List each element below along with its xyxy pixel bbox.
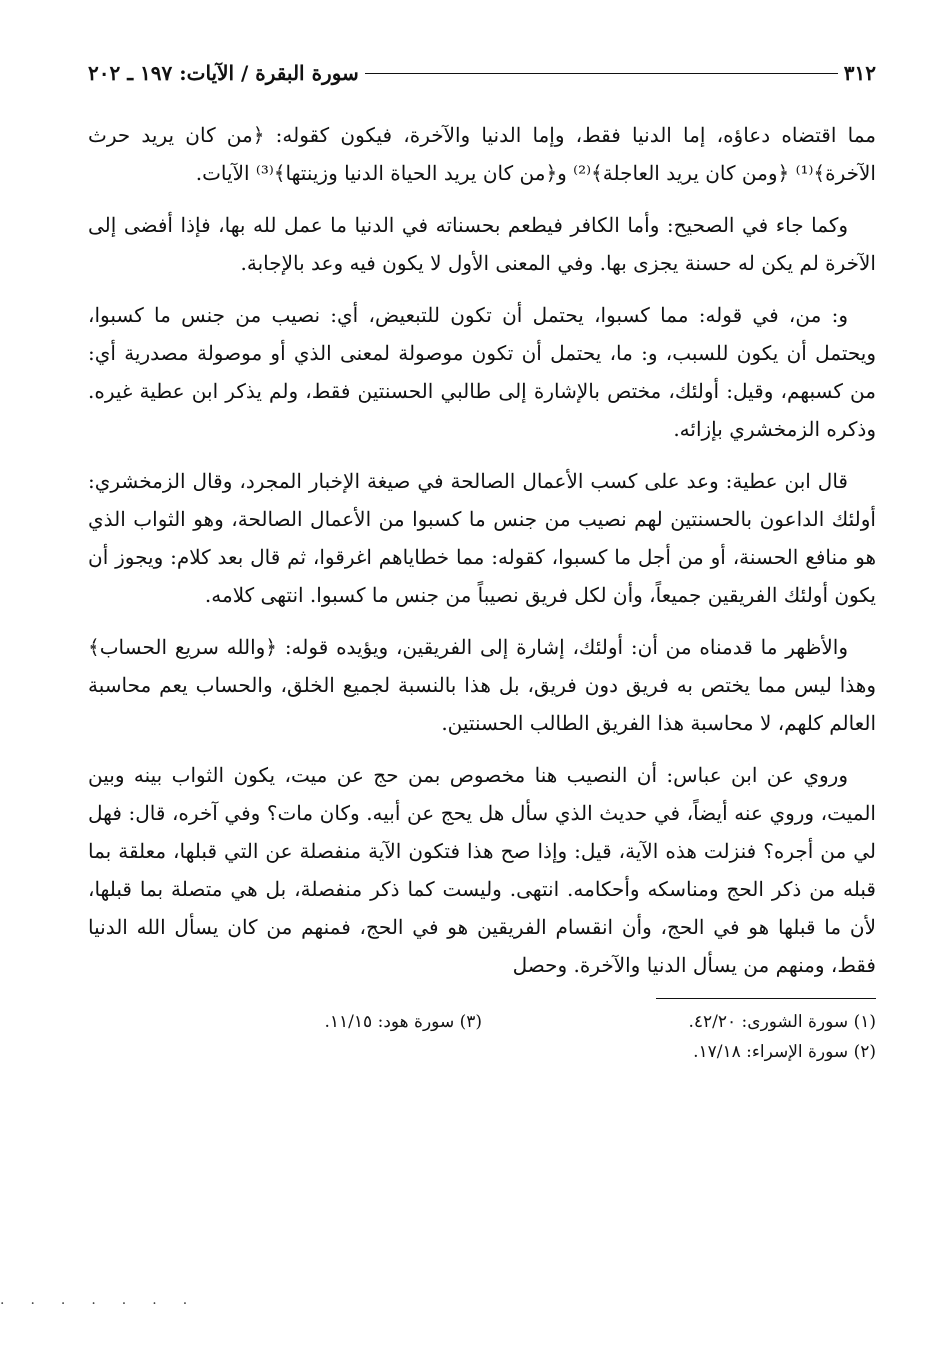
page-body <box>88 116 876 984</box>
footnotes <box>88 1007 876 1067</box>
page-header <box>88 56 876 90</box>
running-title: سورة البقرة / الآيات: ١٩٧ ـ ٢٠٢ <box>88 61 359 85</box>
footnote: (٢) سورة الإسراء: ١٧/١٨. <box>693 1042 876 1062</box>
paragraph: و: من، في قوله: مما كسبوا، يحتمل أن تكون للتبعيض، أي: نصيب من جنس ما كسبوا، ويحتمل أن يكون للسبب، و: ما، يحتمل أن تكون موصولة لمعنى الذي أو موصولة مصدرية أي: من كسبهم، وقيل: أولئك، مختص بالإشارة إلى طالبي الحسنتين فقط، ولم يذكر ابن عطية غيره. وذكره الزمخشري بإزائه. <box>88 303 876 441</box>
header-rule <box>365 73 838 74</box>
footnote-separator <box>656 998 876 999</box>
paragraph: والأظهر ما قدمناه من أن: أولئك، إشارة إلى الفريقين، ويؤيده قوله: ﴿والله سريع الحساب﴾ وهذا ليس مما يختص به فريق دون فريق، بل هذا بالنسبة لجميع الخلق، والحساب يعم محاسبة العالم كلهم، لا محاسبة هذا الفريق الطالب الحسنتين. <box>88 635 876 735</box>
page-number: ٣١٢ <box>843 61 876 85</box>
scan-dots: ······· <box>0 1296 214 1312</box>
footnote: (٣) سورة هود: ١١/١٥. <box>324 1012 482 1032</box>
paragraph: وكما جاء في الصحيح: وأما الكافر فيطعم بحسناته في الدنيا ما عمل لله بها، فإذا أفضى إلى الآخرة لم يكن له حسنة يجزى بها. وفي المعنى الأول لا يكون فيه وعد بالإجابة. <box>88 213 876 275</box>
paragraph: قال ابن عطية: وعد على كسب الأعمال الصالحة في صيغة الإخبار المجرد، وقال الزمخشري: أولئك الداعون بالحسنتين لهم نصيب من جنس ما كسبوا من الأعمال الصالحة، وهو الثواب الذي هو منافع الحسنة، أو من أجل ما كسبوا، كقوله: مما خطاياهم اغرقوا، ثم قال بعد كلام: ويجوز أن يكون أولئك الفريقين جميعاً، وأن لكل فريق نصيباً من جنس ما كسبوا. انتهى كلامه. <box>88 469 876 607</box>
footnote: (١) سورة الشورى: ٤٢/٢٠. <box>688 1012 876 1032</box>
paragraph: وروي عن ابن عباس: أن النصيب هنا مخصوص بمن حج عن ميت، يكون الثواب بينه وبين الميت، وروي عنه أيضاً، في حديث الذي سأل هل يحج عن أبيه. وكان مات؟ وفي آخره، قال: فهل لي من أجره؟ فنزلت هذه الآية، قيل: وإذا صح هذا فتكون الآية منفصلة عن التي قبلها، معلقة بما قبله من ذكر الحج ومناسكه وأحكامه. انتهى. وليست كما ذكر منفصلة، بل هي متصلة بما قبلها، لأن ما قبلها هو في الحج، وأن انقسام الفريقين هو في الحج، فمنهم من كان يسأل الله الدنيا فقط، ومنهم من يسأل الدنيا والآخرة. وحصل <box>88 763 876 977</box>
paragraph: مما اقتضاه دعاؤه، إما الدنيا فقط، وإما الدنيا والآخرة، فيكون كقوله: ﴿من كان يريد حرث الآخرة﴾⁽¹⁾ ﴿ومن كان يريد العاجلة﴾⁽²⁾ و﴿من كان يريد الحياة الدنيا وزينتها﴾⁽³⁾ الآيات. <box>88 123 876 185</box>
book-page <box>88 56 876 1067</box>
